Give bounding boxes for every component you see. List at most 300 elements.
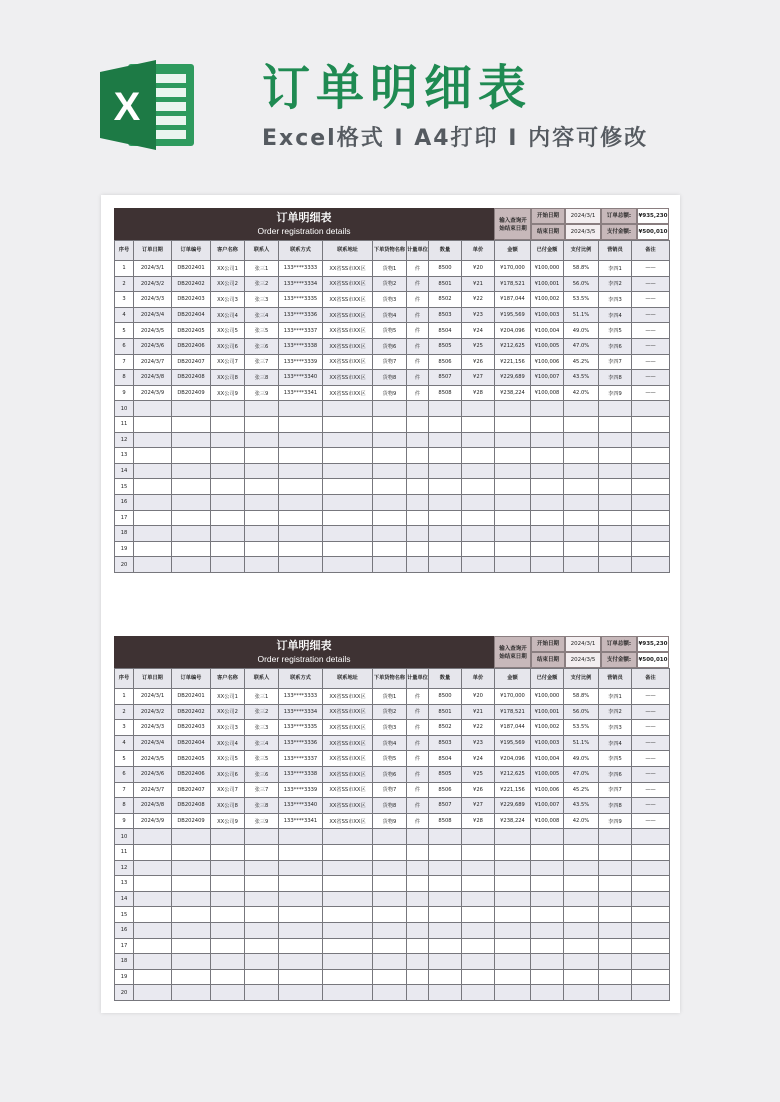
table-cell[interactable] xyxy=(564,860,599,876)
table-cell[interactable]: ¥100,007 xyxy=(531,370,564,386)
table-cell[interactable]: 2024/3/9 xyxy=(134,385,172,401)
table-cell[interactable] xyxy=(462,432,495,448)
table-cell[interactable]: 133****3338 xyxy=(279,766,323,782)
table-cell[interactable]: 8503 xyxy=(429,735,462,751)
table-cell[interactable] xyxy=(245,829,279,845)
table-cell[interactable]: 58.8% xyxy=(564,261,599,277)
table-cell[interactable] xyxy=(373,494,407,510)
table-cell[interactable] xyxy=(462,541,495,557)
table-cell[interactable] xyxy=(323,401,373,417)
table-cell[interactable]: 货物3 xyxy=(373,720,407,736)
table-cell[interactable]: ¥221,156 xyxy=(495,354,531,370)
table-cell[interactable] xyxy=(279,844,323,860)
table-cell[interactable] xyxy=(279,876,323,892)
table-cell[interactable]: —— xyxy=(632,782,670,798)
table-cell[interactable] xyxy=(279,922,323,938)
table-cell[interactable]: —— xyxy=(632,354,670,370)
table-cell[interactable] xyxy=(211,922,245,938)
table-cell[interactable]: XX公司6 xyxy=(211,338,245,354)
table-cell[interactable] xyxy=(172,401,211,417)
row-number-cell[interactable]: 13 xyxy=(115,876,134,892)
table-cell[interactable]: 6 xyxy=(115,338,134,354)
table-cell[interactable] xyxy=(172,876,211,892)
table-cell[interactable] xyxy=(134,510,172,526)
table-cell[interactable] xyxy=(564,448,599,464)
table-cell[interactable]: 货物7 xyxy=(373,354,407,370)
table-cell[interactable] xyxy=(279,494,323,510)
table-cell[interactable]: 8504 xyxy=(429,323,462,339)
table-cell[interactable] xyxy=(632,510,670,526)
table-cell[interactable] xyxy=(211,969,245,985)
table-cell[interactable]: 李四6 xyxy=(599,338,632,354)
table-cell[interactable]: 李四4 xyxy=(599,307,632,323)
table-cell[interactable] xyxy=(599,401,632,417)
table-cell[interactable] xyxy=(462,479,495,495)
table-cell[interactable]: ¥238,224 xyxy=(495,813,531,829)
table-cell[interactable]: ¥22 xyxy=(462,292,495,308)
table-cell[interactable]: ¥100,002 xyxy=(531,292,564,308)
table-cell[interactable] xyxy=(245,876,279,892)
table-cell[interactable]: 8 xyxy=(115,370,134,386)
table-cell[interactable]: XX省SS市XX区 xyxy=(323,813,373,829)
table-cell[interactable] xyxy=(495,541,531,557)
table-cell[interactable]: 货物6 xyxy=(373,338,407,354)
table-cell[interactable] xyxy=(245,860,279,876)
table-cell[interactable] xyxy=(564,922,599,938)
table-cell[interactable]: XX公司7 xyxy=(211,782,245,798)
table-cell[interactable]: 8501 xyxy=(429,704,462,720)
table-cell[interactable] xyxy=(462,954,495,970)
table-cell[interactable]: 133****3333 xyxy=(279,689,323,705)
table-cell[interactable]: ¥24 xyxy=(462,751,495,767)
table-cell[interactable]: ¥21 xyxy=(462,704,495,720)
table-cell[interactable] xyxy=(245,526,279,542)
row-number-cell[interactable]: 10 xyxy=(115,401,134,417)
table-cell[interactable] xyxy=(373,891,407,907)
table-cell[interactable]: ¥100,001 xyxy=(531,276,564,292)
table-cell[interactable]: 2024/3/2 xyxy=(134,276,172,292)
table-cell[interactable]: ¥100,004 xyxy=(531,323,564,339)
table-cell[interactable] xyxy=(172,463,211,479)
table-cell[interactable]: 53.5% xyxy=(564,720,599,736)
table-cell[interactable] xyxy=(279,557,323,573)
table-cell[interactable]: 李四9 xyxy=(599,813,632,829)
table-cell[interactable]: ¥23 xyxy=(462,735,495,751)
table-cell[interactable] xyxy=(279,510,323,526)
table-cell[interactable]: ¥204,096 xyxy=(495,323,531,339)
table-cell[interactable]: ¥195,569 xyxy=(495,735,531,751)
table-cell[interactable] xyxy=(373,954,407,970)
table-cell[interactable] xyxy=(407,494,429,510)
table-cell[interactable]: XX公司4 xyxy=(211,735,245,751)
table-cell[interactable]: 货物4 xyxy=(373,307,407,323)
row-number-cell[interactable]: 15 xyxy=(115,479,134,495)
table-cell[interactable] xyxy=(373,860,407,876)
table-cell[interactable]: XX公司4 xyxy=(211,307,245,323)
table-cell[interactable]: 49.0% xyxy=(564,323,599,339)
start-date-cell[interactable]: 2024/3/1 xyxy=(565,208,601,224)
table-cell[interactable]: ¥24 xyxy=(462,323,495,339)
table-cell[interactable]: ¥238,224 xyxy=(495,385,531,401)
table-cell[interactable] xyxy=(279,541,323,557)
table-cell[interactable]: 张三9 xyxy=(245,385,279,401)
table-cell[interactable] xyxy=(564,844,599,860)
table-cell[interactable]: ¥178,521 xyxy=(495,276,531,292)
table-cell[interactable] xyxy=(632,891,670,907)
table-cell[interactable]: 133****3334 xyxy=(279,704,323,720)
table-cell[interactable] xyxy=(531,479,564,495)
table-cell[interactable] xyxy=(632,526,670,542)
table-cell[interactable]: 李四7 xyxy=(599,354,632,370)
table-cell[interactable] xyxy=(599,526,632,542)
table-cell[interactable]: XX省SS市XX区 xyxy=(323,261,373,277)
table-cell[interactable]: 张三7 xyxy=(245,782,279,798)
table-cell[interactable]: 2024/3/5 xyxy=(134,751,172,767)
table-cell[interactable] xyxy=(323,907,373,923)
table-cell[interactable] xyxy=(531,526,564,542)
table-cell[interactable]: 件 xyxy=(407,704,429,720)
table-cell[interactable] xyxy=(323,541,373,557)
table-cell[interactable]: DB202403 xyxy=(172,292,211,308)
table-cell[interactable] xyxy=(495,494,531,510)
table-cell[interactable] xyxy=(245,494,279,510)
table-cell[interactable]: XX省SS市XX区 xyxy=(323,354,373,370)
table-cell[interactable] xyxy=(462,448,495,464)
table-cell[interactable]: ¥100,007 xyxy=(531,798,564,814)
table-cell[interactable]: —— xyxy=(632,370,670,386)
table-cell[interactable] xyxy=(531,922,564,938)
table-cell[interactable] xyxy=(245,401,279,417)
table-cell[interactable] xyxy=(599,860,632,876)
table-cell[interactable]: DB202406 xyxy=(172,766,211,782)
table-cell[interactable]: 3 xyxy=(115,720,134,736)
table-cell[interactable] xyxy=(564,876,599,892)
table-cell[interactable] xyxy=(462,557,495,573)
table-cell[interactable]: XX公司1 xyxy=(211,689,245,705)
table-cell[interactable]: XX公司2 xyxy=(211,704,245,720)
table-cell[interactable] xyxy=(245,844,279,860)
table-cell[interactable]: XX省SS市XX区 xyxy=(323,370,373,386)
table-cell[interactable]: 件 xyxy=(407,689,429,705)
table-cell[interactable] xyxy=(172,938,211,954)
start-date-cell[interactable]: 2024/3/1 xyxy=(565,636,601,652)
table-cell[interactable] xyxy=(632,876,670,892)
table-cell[interactable] xyxy=(245,954,279,970)
table-cell[interactable] xyxy=(564,479,599,495)
table-cell[interactable]: 件 xyxy=(407,323,429,339)
table-cell[interactable]: ¥28 xyxy=(462,385,495,401)
table-cell[interactable] xyxy=(429,860,462,876)
row-number-cell[interactable]: 11 xyxy=(115,844,134,860)
table-cell[interactable]: 李四9 xyxy=(599,385,632,401)
table-cell[interactable]: 件 xyxy=(407,782,429,798)
table-cell[interactable] xyxy=(134,463,172,479)
table-cell[interactable]: 李四2 xyxy=(599,704,632,720)
table-cell[interactable]: ¥100,003 xyxy=(531,735,564,751)
table-cell[interactable]: ¥100,008 xyxy=(531,813,564,829)
table-cell[interactable] xyxy=(429,526,462,542)
table-cell[interactable]: XX省SS市XX区 xyxy=(323,704,373,720)
table-cell[interactable]: DB202404 xyxy=(172,735,211,751)
table-cell[interactable] xyxy=(462,891,495,907)
table-cell[interactable]: 2024/3/4 xyxy=(134,735,172,751)
table-cell[interactable]: 8502 xyxy=(429,720,462,736)
table-cell[interactable] xyxy=(495,891,531,907)
table-cell[interactable] xyxy=(599,432,632,448)
table-cell[interactable] xyxy=(373,510,407,526)
table-cell[interactable] xyxy=(429,876,462,892)
table-cell[interactable]: 43.5% xyxy=(564,798,599,814)
table-cell[interactable] xyxy=(134,969,172,985)
table-cell[interactable]: 1 xyxy=(115,689,134,705)
table-cell[interactable]: 8502 xyxy=(429,292,462,308)
table-cell[interactable] xyxy=(531,844,564,860)
table-cell[interactable]: XX省SS市XX区 xyxy=(323,323,373,339)
table-cell[interactable]: 2024/3/3 xyxy=(134,720,172,736)
table-cell[interactable]: —— xyxy=(632,798,670,814)
table-cell[interactable] xyxy=(429,557,462,573)
table-cell[interactable] xyxy=(323,463,373,479)
table-cell[interactable] xyxy=(172,969,211,985)
row-number-cell[interactable]: 19 xyxy=(115,969,134,985)
table-cell[interactable]: 2024/3/2 xyxy=(134,704,172,720)
table-cell[interactable] xyxy=(172,860,211,876)
table-cell[interactable] xyxy=(279,432,323,448)
table-cell[interactable] xyxy=(279,829,323,845)
table-cell[interactable] xyxy=(599,969,632,985)
table-cell[interactable] xyxy=(279,938,323,954)
table-cell[interactable]: 2024/3/4 xyxy=(134,307,172,323)
table-cell[interactable]: 4 xyxy=(115,307,134,323)
table-cell[interactable]: 2024/3/5 xyxy=(134,323,172,339)
table-cell[interactable] xyxy=(564,891,599,907)
table-cell[interactable]: XX省SS市XX区 xyxy=(323,720,373,736)
table-cell[interactable] xyxy=(599,844,632,860)
table-cell[interactable] xyxy=(323,526,373,542)
table-cell[interactable]: 张三1 xyxy=(245,261,279,277)
table-cell[interactable]: 李四8 xyxy=(599,798,632,814)
table-cell[interactable]: 8506 xyxy=(429,354,462,370)
table-cell[interactable] xyxy=(599,494,632,510)
table-cell[interactable] xyxy=(495,448,531,464)
table-cell[interactable] xyxy=(211,479,245,495)
table-cell[interactable] xyxy=(531,401,564,417)
table-cell[interactable] xyxy=(323,448,373,464)
table-cell[interactable] xyxy=(323,860,373,876)
table-cell[interactable] xyxy=(172,922,211,938)
table-cell[interactable]: XX公司5 xyxy=(211,751,245,767)
table-cell[interactable] xyxy=(632,954,670,970)
table-cell[interactable] xyxy=(495,907,531,923)
table-cell[interactable] xyxy=(323,954,373,970)
table-cell[interactable] xyxy=(531,860,564,876)
table-cell[interactable]: 李四4 xyxy=(599,735,632,751)
table-cell[interactable]: 张三6 xyxy=(245,766,279,782)
table-cell[interactable]: ¥187,044 xyxy=(495,720,531,736)
table-cell[interactable] xyxy=(245,432,279,448)
table-cell[interactable] xyxy=(599,954,632,970)
table-cell[interactable]: 9 xyxy=(115,385,134,401)
table-cell[interactable] xyxy=(407,969,429,985)
table-cell[interactable]: 2024/3/6 xyxy=(134,766,172,782)
table-cell[interactable] xyxy=(134,479,172,495)
table-cell[interactable] xyxy=(531,541,564,557)
table-cell[interactable] xyxy=(134,541,172,557)
table-cell[interactable] xyxy=(373,922,407,938)
table-cell[interactable]: 件 xyxy=(407,751,429,767)
table-cell[interactable]: 1 xyxy=(115,261,134,277)
table-cell[interactable] xyxy=(495,479,531,495)
table-cell[interactable] xyxy=(462,401,495,417)
table-cell[interactable]: 货物5 xyxy=(373,323,407,339)
table-cell[interactable]: 2024/3/6 xyxy=(134,338,172,354)
table-cell[interactable]: ¥20 xyxy=(462,689,495,705)
table-cell[interactable]: 8501 xyxy=(429,276,462,292)
table-cell[interactable] xyxy=(632,401,670,417)
table-cell[interactable] xyxy=(211,954,245,970)
table-cell[interactable]: XX省SS市XX区 xyxy=(323,385,373,401)
table-cell[interactable] xyxy=(495,526,531,542)
table-cell[interactable]: 53.5% xyxy=(564,292,599,308)
table-cell[interactable]: DB202403 xyxy=(172,720,211,736)
table-cell[interactable] xyxy=(211,541,245,557)
table-cell[interactable] xyxy=(599,416,632,432)
table-cell[interactable] xyxy=(172,526,211,542)
table-cell[interactable]: —— xyxy=(632,261,670,277)
table-cell[interactable] xyxy=(599,891,632,907)
table-cell[interactable] xyxy=(531,494,564,510)
table-cell[interactable]: ¥23 xyxy=(462,307,495,323)
table-cell[interactable] xyxy=(211,907,245,923)
table-cell[interactable]: DB202402 xyxy=(172,276,211,292)
table-cell[interactable]: 货物3 xyxy=(373,292,407,308)
table-cell[interactable]: 件 xyxy=(407,766,429,782)
table-cell[interactable] xyxy=(211,829,245,845)
table-cell[interactable] xyxy=(531,876,564,892)
table-cell[interactable] xyxy=(172,432,211,448)
table-cell[interactable] xyxy=(429,432,462,448)
table-cell[interactable]: 张三7 xyxy=(245,354,279,370)
table-cell[interactable] xyxy=(462,876,495,892)
table-cell[interactable]: XX省SS市XX区 xyxy=(323,338,373,354)
table-cell[interactable]: XX省SS市XX区 xyxy=(323,782,373,798)
table-cell[interactable]: 李四1 xyxy=(599,261,632,277)
table-cell[interactable] xyxy=(245,938,279,954)
table-cell[interactable]: 李四8 xyxy=(599,370,632,386)
table-cell[interactable]: XX公司9 xyxy=(211,813,245,829)
table-cell[interactable] xyxy=(245,510,279,526)
table-cell[interactable] xyxy=(407,526,429,542)
table-cell[interactable] xyxy=(373,985,407,1001)
table-cell[interactable]: ¥100,000 xyxy=(531,261,564,277)
row-number-cell[interactable]: 12 xyxy=(115,432,134,448)
table-cell[interactable]: 9 xyxy=(115,813,134,829)
table-cell[interactable] xyxy=(323,557,373,573)
table-cell[interactable]: 李四6 xyxy=(599,766,632,782)
table-cell[interactable] xyxy=(323,844,373,860)
table-cell[interactable] xyxy=(495,510,531,526)
table-cell[interactable]: 李四5 xyxy=(599,323,632,339)
table-cell[interactable] xyxy=(632,844,670,860)
table-cell[interactable] xyxy=(407,891,429,907)
table-cell[interactable]: 件 xyxy=(407,354,429,370)
table-cell[interactable]: 133****3337 xyxy=(279,751,323,767)
table-cell[interactable]: DB202409 xyxy=(172,813,211,829)
table-cell[interactable]: DB202405 xyxy=(172,323,211,339)
table-cell[interactable] xyxy=(211,448,245,464)
table-cell[interactable] xyxy=(172,448,211,464)
table-cell[interactable] xyxy=(373,416,407,432)
table-cell[interactable]: 2024/3/8 xyxy=(134,370,172,386)
table-cell[interactable] xyxy=(279,526,323,542)
table-cell[interactable] xyxy=(429,938,462,954)
table-cell[interactable] xyxy=(564,954,599,970)
table-cell[interactable]: DB202404 xyxy=(172,307,211,323)
table-cell[interactable] xyxy=(172,985,211,1001)
table-cell[interactable] xyxy=(462,985,495,1001)
table-cell[interactable] xyxy=(632,907,670,923)
table-cell[interactable] xyxy=(632,922,670,938)
table-cell[interactable] xyxy=(599,922,632,938)
table-cell[interactable]: 货物5 xyxy=(373,751,407,767)
table-cell[interactable] xyxy=(564,510,599,526)
row-number-cell[interactable]: 15 xyxy=(115,907,134,923)
table-cell[interactable]: 43.5% xyxy=(564,370,599,386)
table-cell[interactable] xyxy=(134,494,172,510)
table-cell[interactable]: 133****3340 xyxy=(279,798,323,814)
table-cell[interactable] xyxy=(134,526,172,542)
table-cell[interactable] xyxy=(429,416,462,432)
table-cell[interactable]: ¥100,003 xyxy=(531,307,564,323)
table-cell[interactable]: 133****3338 xyxy=(279,338,323,354)
table-cell[interactable] xyxy=(632,494,670,510)
table-cell[interactable] xyxy=(462,510,495,526)
table-cell[interactable] xyxy=(599,557,632,573)
table-cell[interactable]: 4 xyxy=(115,735,134,751)
table-cell[interactable] xyxy=(407,938,429,954)
table-cell[interactable] xyxy=(279,401,323,417)
table-cell[interactable] xyxy=(599,448,632,464)
table-cell[interactable] xyxy=(407,860,429,876)
table-cell[interactable]: DB202407 xyxy=(172,354,211,370)
table-cell[interactable]: ¥204,096 xyxy=(495,751,531,767)
table-cell[interactable] xyxy=(134,954,172,970)
table-cell[interactable]: DB202408 xyxy=(172,370,211,386)
table-cell[interactable] xyxy=(134,938,172,954)
table-cell[interactable]: 45.2% xyxy=(564,782,599,798)
table-cell[interactable] xyxy=(172,891,211,907)
table-cell[interactable] xyxy=(134,557,172,573)
table-cell[interactable]: 47.0% xyxy=(564,338,599,354)
table-cell[interactable]: ¥100,001 xyxy=(531,704,564,720)
table-cell[interactable] xyxy=(531,829,564,845)
table-cell[interactable]: 货物4 xyxy=(373,735,407,751)
table-cell[interactable]: 张三2 xyxy=(245,704,279,720)
table-cell[interactable]: 133****3336 xyxy=(279,735,323,751)
table-cell[interactable] xyxy=(245,985,279,1001)
table-cell[interactable] xyxy=(279,891,323,907)
table-cell[interactable] xyxy=(172,416,211,432)
table-cell[interactable] xyxy=(429,479,462,495)
table-cell[interactable] xyxy=(407,985,429,1001)
table-cell[interactable]: 51.1% xyxy=(564,735,599,751)
table-cell[interactable] xyxy=(323,891,373,907)
table-cell[interactable] xyxy=(462,938,495,954)
table-cell[interactable]: ¥25 xyxy=(462,766,495,782)
table-cell[interactable]: XX省SS市XX区 xyxy=(323,766,373,782)
table-cell[interactable]: 张三1 xyxy=(245,689,279,705)
row-number-cell[interactable]: 18 xyxy=(115,954,134,970)
